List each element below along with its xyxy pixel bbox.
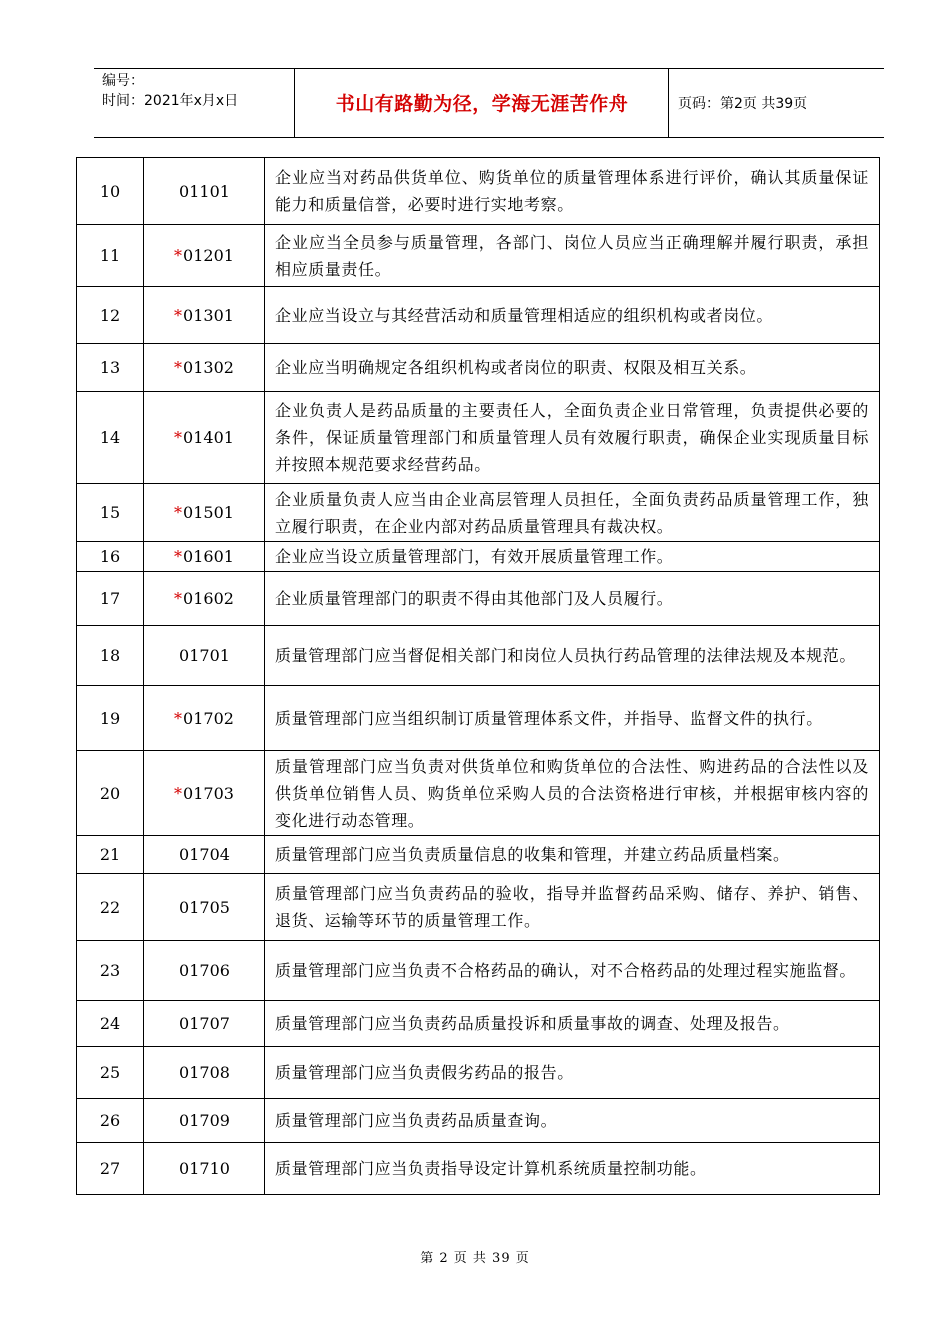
- item-description: 企业应当全员参与质量管理，各部门、岗位人员应当正确理解并履行职责，承担相应质量责任。: [265, 225, 880, 287]
- table-row: [77, 1099, 880, 1143]
- item-code: 01704: [179, 845, 230, 864]
- row-number: 27: [77, 1143, 144, 1195]
- item-code-cell: [144, 158, 265, 225]
- item-description: 质量管理部门应当组织制订质量管理体系文件，并指导、监督文件的执行。: [265, 686, 880, 751]
- item-code: 01708: [179, 1063, 230, 1082]
- item-description: 质量管理部门应当负责不合格药品的确认，对不合格药品的处理过程实施监督。: [265, 941, 880, 1001]
- item-code: 01702: [183, 708, 234, 728]
- item-code: 01201: [183, 246, 234, 265]
- item-description: 质量管理部门应当负责药品质量投诉和质量事故的调查、处理及报告。: [265, 1001, 880, 1047]
- item-code-cell: [144, 1047, 265, 1099]
- item-description: 质量管理部门应当负责指导设定计算机系统质量控制功能。: [265, 1143, 880, 1195]
- item-code-cell: [144, 344, 265, 392]
- item-description: 质量管理部门应当负责药品的验收，指导并监督药品采购、储存、养护、销售、退货、运输等环节的质量管理工作。: [265, 874, 880, 941]
- key-item-asterisk: *: [174, 589, 183, 608]
- table-row: [77, 225, 880, 287]
- item-description: 企业质量负责人应当由企业高层管理人员担任，全面负责药品质量管理工作，独立履行职责，在企业内部对药品质量管理具有裁决权。: [265, 484, 880, 542]
- table-row: [77, 484, 880, 542]
- row-number: 16: [77, 542, 144, 572]
- table-row: [77, 751, 880, 836]
- table-row: [77, 1143, 880, 1195]
- table-row: [77, 686, 880, 751]
- item-code: 01301: [183, 305, 234, 325]
- item-code: 01707: [179, 1014, 230, 1033]
- row-number: 26: [77, 1099, 144, 1143]
- item-description: 质量管理部门应当负责质量信息的收集和管理，并建立药品质量档案。: [265, 836, 880, 874]
- item-code: 01101: [179, 181, 230, 201]
- row-number: 25: [77, 1047, 144, 1099]
- header-divider: [294, 69, 295, 137]
- item-code-cell: [144, 1099, 265, 1143]
- row-number: 15: [77, 484, 144, 542]
- serial-label: 编号：: [102, 73, 144, 89]
- page-footer: 第 2 页 共 39 页: [420, 1251, 530, 1266]
- header-page-info: 页码：第2页 共39页: [678, 96, 808, 112]
- page-header: [94, 68, 884, 138]
- item-code-cell: [144, 751, 265, 836]
- row-number: 21: [77, 836, 144, 874]
- item-code: 01401: [183, 428, 234, 447]
- table-row: [77, 874, 880, 941]
- item-code-cell: [144, 874, 265, 941]
- item-description: 质量管理部门应当负责假劣药品的报告。: [265, 1047, 880, 1099]
- item-code-cell: [144, 686, 265, 751]
- item-description: 企业质量管理部门的职责不得由其他部门及人员履行。: [265, 572, 880, 626]
- table-row: [77, 941, 880, 1001]
- row-number: 18: [77, 626, 144, 686]
- table-row: [77, 626, 880, 686]
- item-code: 01709: [179, 1111, 230, 1130]
- table-row: [77, 542, 880, 572]
- item-description: 企业应当对药品供货单位、购货单位的质量管理体系进行评价，确认其质量保证能力和质量信誉，必要时进行实地考察。: [265, 158, 880, 225]
- key-item-asterisk: *: [174, 503, 183, 522]
- table-row: [77, 344, 880, 392]
- row-number: 13: [77, 344, 144, 392]
- item-code: 01705: [179, 897, 230, 917]
- header-divider: [668, 69, 669, 137]
- item-code-cell: [144, 287, 265, 344]
- row-number: 11: [77, 225, 144, 287]
- item-code-cell: [144, 225, 265, 287]
- header-meta: [102, 71, 292, 111]
- row-number: 17: [77, 572, 144, 626]
- row-number: 12: [77, 287, 144, 344]
- row-number: 19: [77, 686, 144, 751]
- item-description: 企业应当明确规定各组织机构或者岗位的职责、权限及相互关系。: [265, 344, 880, 392]
- item-code: 01710: [179, 1159, 230, 1178]
- table-row: [77, 1001, 880, 1047]
- item-code-cell: [144, 1001, 265, 1047]
- key-item-asterisk: *: [174, 547, 183, 566]
- item-code: 01706: [179, 961, 230, 980]
- item-code-cell: [144, 836, 265, 874]
- item-code: 01701: [179, 646, 230, 665]
- time-label: 时间：2021年x月x日: [102, 93, 239, 109]
- key-item-asterisk: *: [174, 305, 183, 325]
- table-row: [77, 287, 880, 344]
- item-code: 01601: [183, 547, 234, 566]
- key-item-asterisk: *: [174, 358, 183, 377]
- row-number: 24: [77, 1001, 144, 1047]
- item-code-cell: [144, 1143, 265, 1195]
- item-code-cell: [144, 941, 265, 1001]
- item-code-cell: [144, 484, 265, 542]
- table-row: [77, 1047, 880, 1099]
- key-item-asterisk: *: [174, 708, 183, 728]
- row-number: 22: [77, 874, 144, 941]
- item-description: 质量管理部门应当督促相关部门和岗位人员执行药品管理的法律法规及本规范。: [265, 626, 880, 686]
- item-description: 企业应当设立与其经营活动和质量管理相适应的组织机构或者岗位。: [265, 287, 880, 344]
- table-row: [77, 392, 880, 484]
- item-code: 01602: [183, 589, 234, 608]
- table-row: [77, 836, 880, 874]
- item-description: 质量管理部门应当负责药品质量查询。: [265, 1099, 880, 1143]
- item-code-cell: [144, 626, 265, 686]
- item-code: 01302: [183, 358, 234, 377]
- item-code: 01703: [183, 783, 234, 803]
- item-code-cell: [144, 572, 265, 626]
- row-number: 23: [77, 941, 144, 1001]
- item-description: 企业应当设立质量管理部门，有效开展质量管理工作。: [265, 542, 880, 572]
- key-item-asterisk: *: [174, 783, 183, 803]
- key-item-asterisk: *: [174, 428, 183, 447]
- header-motto: 书山有路勤为径，学海无涯苦作舟: [335, 93, 629, 115]
- row-number: 20: [77, 751, 144, 836]
- row-number: 10: [77, 158, 144, 225]
- table-row: [77, 158, 880, 225]
- item-description: 质量管理部门应当负责对供货单位和购货单位的合法性、购进药品的合法性以及供货单位销售人员、购货单位采购人员的合法资格进行审核，并根据审核内容的变化进行动态管理。: [265, 751, 880, 836]
- key-item-asterisk: *: [174, 246, 183, 265]
- item-code: 01501: [183, 503, 234, 522]
- item-code-cell: [144, 392, 265, 484]
- item-code-cell: [144, 542, 265, 572]
- table-row: [77, 572, 880, 626]
- row-number: 14: [77, 392, 144, 484]
- item-description: 企业负责人是药品质量的主要责任人，全面负责企业日常管理，负责提供必要的条件，保证质量管理部门和质量管理人员有效履行职责，确保企业实现质量目标并按照本规范要求经营药品。: [265, 392, 880, 484]
- regulation-table: [76, 157, 880, 1195]
